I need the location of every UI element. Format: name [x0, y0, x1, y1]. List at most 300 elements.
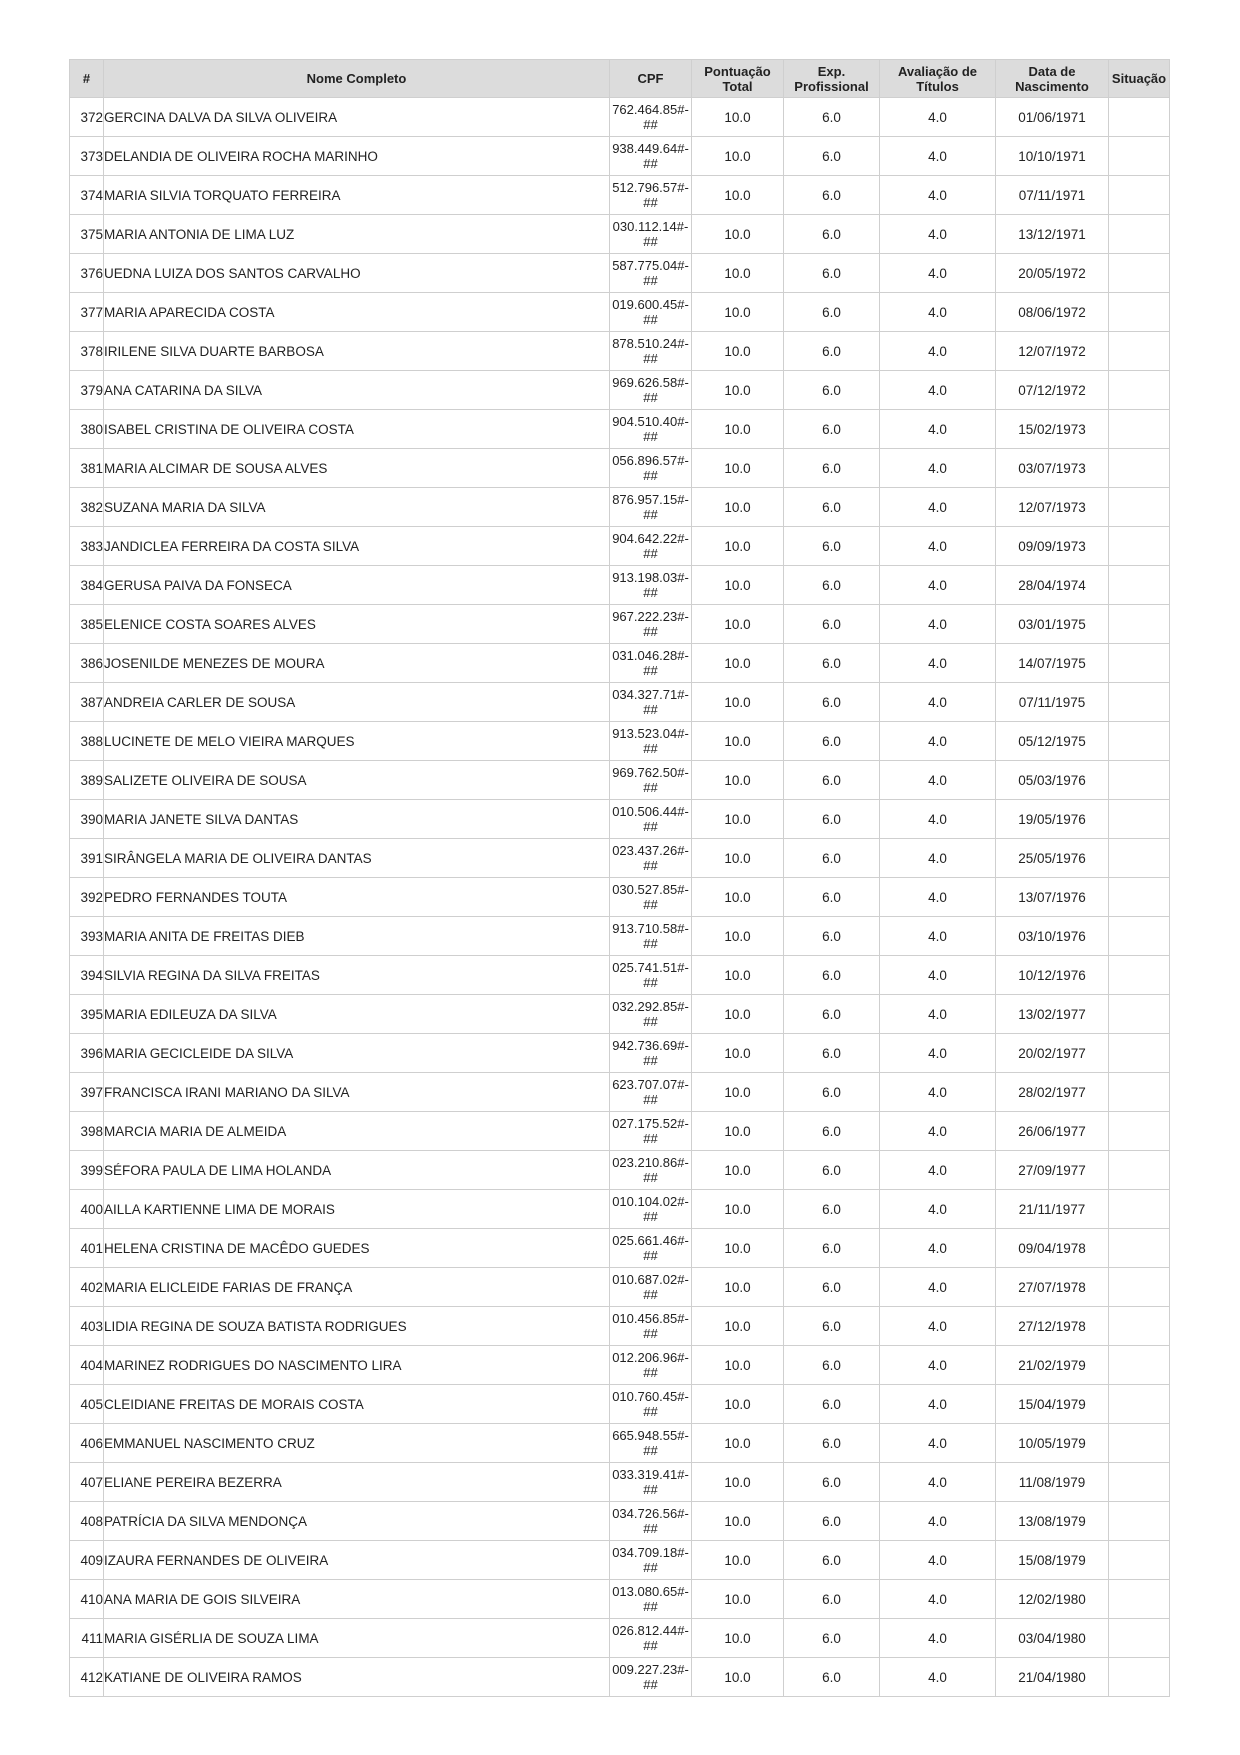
cell-total: 10.0: [692, 527, 784, 566]
cell-titulos: 4.0: [880, 1034, 996, 1073]
cell-name: SIRÂNGELA MARIA DE OLIVEIRA DANTAS: [104, 839, 610, 878]
cpf-value: 019.600.45#-##: [612, 297, 689, 327]
cell-nascimento: 07/12/1972: [996, 371, 1109, 410]
cell-total: 10.0: [692, 293, 784, 332]
cell-name: ANA CATARINA DA SILVA: [104, 371, 610, 410]
cell-exp: 6.0: [784, 1580, 880, 1619]
cell-titulos: 4.0: [880, 371, 996, 410]
header-nascimento: Data de Nascimento: [996, 60, 1109, 98]
cell-nascimento: 12/07/1972: [996, 332, 1109, 371]
table-row: [70, 98, 1170, 137]
table-row: [70, 215, 1170, 254]
cpf-value: 010.104.02#-##: [612, 1194, 689, 1224]
cell-total: 10.0: [692, 605, 784, 644]
cell-total: 10.0: [692, 1619, 784, 1658]
cell-cpf: [610, 1229, 692, 1268]
cell-name: ANA MARIA DE GOIS SILVEIRA: [104, 1580, 610, 1619]
cell-situacao: [1109, 566, 1170, 605]
cpf-value: 034.709.18#-##: [612, 1545, 689, 1575]
cell-exp: 6.0: [784, 1424, 880, 1463]
cell-name: SALIZETE OLIVEIRA DE SOUSA: [104, 761, 610, 800]
table-row: [70, 332, 1170, 371]
cell-name: MARCIA MARIA DE ALMEIDA: [104, 1112, 610, 1151]
cell-cpf: [610, 215, 692, 254]
cell-num: 406: [70, 1424, 104, 1463]
cell-name: MARIA GISÉRLIA DE SOUZA LIMA: [104, 1619, 610, 1658]
cell-name: KATIANE DE OLIVEIRA RAMOS: [104, 1658, 610, 1697]
cell-titulos: 4.0: [880, 1151, 996, 1190]
cell-nascimento: 13/12/1971: [996, 215, 1109, 254]
cpf-value: 913.710.58#-##: [612, 921, 689, 951]
cell-exp: 6.0: [784, 1151, 880, 1190]
cell-titulos: 4.0: [880, 566, 996, 605]
cell-nascimento: 09/09/1973: [996, 527, 1109, 566]
cell-num: 379: [70, 371, 104, 410]
cell-total: 10.0: [692, 371, 784, 410]
cell-titulos: 4.0: [880, 1502, 996, 1541]
table-row: [70, 527, 1170, 566]
cell-nascimento: 03/01/1975: [996, 605, 1109, 644]
cell-exp: 6.0: [784, 1190, 880, 1229]
cell-name: MARINEZ RODRIGUES DO NASCIMENTO LIRA: [104, 1346, 610, 1385]
cell-total: 10.0: [692, 1463, 784, 1502]
cell-exp: 6.0: [784, 917, 880, 956]
cell-cpf: [610, 1580, 692, 1619]
cell-exp: 6.0: [784, 1073, 880, 1112]
table-row: [70, 1658, 1170, 1697]
cell-situacao: [1109, 527, 1170, 566]
cell-name: PATRÍCIA DA SILVA MENDONÇA: [104, 1502, 610, 1541]
cell-exp: 6.0: [784, 995, 880, 1034]
cell-nascimento: 03/07/1973: [996, 449, 1109, 488]
cpf-value: 623.707.07#-##: [612, 1077, 689, 1107]
cell-titulos: 4.0: [880, 1619, 996, 1658]
cell-cpf: [610, 332, 692, 371]
cell-titulos: 4.0: [880, 176, 996, 215]
cell-num: 394: [70, 956, 104, 995]
cell-num: 385: [70, 605, 104, 644]
cell-nascimento: 12/02/1980: [996, 1580, 1109, 1619]
header-row: [70, 60, 1170, 98]
cpf-value: 010.456.85#-##: [612, 1311, 689, 1341]
cell-total: 10.0: [692, 722, 784, 761]
cell-num: 372: [70, 98, 104, 137]
header-titulos: Avaliação de Títulos: [880, 60, 996, 98]
table-row: [70, 1190, 1170, 1229]
cpf-value: 009.227.23#-##: [612, 1662, 689, 1692]
cell-cpf: [610, 1073, 692, 1112]
cell-nascimento: 21/11/1977: [996, 1190, 1109, 1229]
cell-exp: 6.0: [784, 332, 880, 371]
cell-nascimento: 10/12/1976: [996, 956, 1109, 995]
cell-cpf: [610, 293, 692, 332]
cell-nascimento: 10/10/1971: [996, 137, 1109, 176]
cell-exp: 6.0: [784, 410, 880, 449]
cpf-value: 010.760.45#-##: [612, 1389, 689, 1419]
cell-nascimento: 27/12/1978: [996, 1307, 1109, 1346]
cell-name: GERUSA PAIVA DA FONSECA: [104, 566, 610, 605]
cell-num: 401: [70, 1229, 104, 1268]
table-body: [70, 98, 1170, 1697]
cell-total: 10.0: [692, 1580, 784, 1619]
cell-situacao: [1109, 1268, 1170, 1307]
cell-titulos: 4.0: [880, 839, 996, 878]
cell-num: 374: [70, 176, 104, 215]
cell-situacao: [1109, 1073, 1170, 1112]
cpf-value: 034.327.71#-##: [612, 687, 689, 717]
cell-nascimento: 28/02/1977: [996, 1073, 1109, 1112]
cell-exp: 6.0: [784, 1385, 880, 1424]
cell-titulos: 4.0: [880, 644, 996, 683]
cell-cpf: [610, 410, 692, 449]
cell-name: ELENICE COSTA SOARES ALVES: [104, 605, 610, 644]
header-total: Pontuação Total: [692, 60, 784, 98]
table-row: [70, 176, 1170, 215]
cell-num: 383: [70, 527, 104, 566]
cell-name: LIDIA REGINA DE SOUZA BATISTA RODRIGUES: [104, 1307, 610, 1346]
cell-name: UEDNA LUIZA DOS SANTOS CARVALHO: [104, 254, 610, 293]
cell-titulos: 4.0: [880, 1112, 996, 1151]
table-row: [70, 449, 1170, 488]
cpf-value: 904.642.22#-##: [612, 531, 689, 561]
cpf-value: 026.812.44#-##: [612, 1623, 689, 1653]
cell-name: MARIA ANTONIA DE LIMA LUZ: [104, 215, 610, 254]
cpf-value: 010.506.44#-##: [612, 804, 689, 834]
cell-situacao: [1109, 293, 1170, 332]
cell-situacao: [1109, 1151, 1170, 1190]
cell-exp: 6.0: [784, 1112, 880, 1151]
cell-exp: 6.0: [784, 371, 880, 410]
cell-nascimento: 27/09/1977: [996, 1151, 1109, 1190]
cell-exp: 6.0: [784, 1034, 880, 1073]
cpf-value: 030.527.85#-##: [612, 882, 689, 912]
cell-cpf: [610, 1307, 692, 1346]
cell-total: 10.0: [692, 1346, 784, 1385]
cell-situacao: [1109, 722, 1170, 761]
cell-exp: 6.0: [784, 1463, 880, 1502]
cell-total: 10.0: [692, 683, 784, 722]
cell-total: 10.0: [692, 956, 784, 995]
cell-num: 408: [70, 1502, 104, 1541]
cell-situacao: [1109, 371, 1170, 410]
cell-exp: 6.0: [784, 1346, 880, 1385]
cell-num: 393: [70, 917, 104, 956]
cell-name: ELIANE PEREIRA BEZERRA: [104, 1463, 610, 1502]
cell-num: 384: [70, 566, 104, 605]
cell-cpf: [610, 1385, 692, 1424]
cpf-value: 876.957.15#-##: [612, 492, 689, 522]
cell-total: 10.0: [692, 1112, 784, 1151]
cell-num: 403: [70, 1307, 104, 1346]
table-row: [70, 1424, 1170, 1463]
cell-total: 10.0: [692, 332, 784, 371]
cell-exp: 6.0: [784, 839, 880, 878]
cell-titulos: 4.0: [880, 761, 996, 800]
cell-cpf: [610, 1502, 692, 1541]
cell-exp: 6.0: [784, 605, 880, 644]
cell-num: 410: [70, 1580, 104, 1619]
cell-situacao: [1109, 488, 1170, 527]
cell-cpf: [610, 176, 692, 215]
table-row: [70, 1502, 1170, 1541]
cell-cpf: [610, 254, 692, 293]
table-header: [70, 60, 1170, 98]
cell-situacao: [1109, 410, 1170, 449]
cell-titulos: 4.0: [880, 1541, 996, 1580]
cell-titulos: 4.0: [880, 956, 996, 995]
cell-name: IRILENE SILVA DUARTE BARBOSA: [104, 332, 610, 371]
cell-exp: 6.0: [784, 1502, 880, 1541]
cell-total: 10.0: [692, 137, 784, 176]
cell-situacao: [1109, 1346, 1170, 1385]
cell-name: ISABEL CRISTINA DE OLIVEIRA COSTA: [104, 410, 610, 449]
cell-num: 388: [70, 722, 104, 761]
cell-cpf: [610, 1346, 692, 1385]
cell-titulos: 4.0: [880, 527, 996, 566]
cell-num: 382: [70, 488, 104, 527]
cell-situacao: [1109, 1580, 1170, 1619]
cell-titulos: 4.0: [880, 878, 996, 917]
cell-titulos: 4.0: [880, 293, 996, 332]
cell-total: 10.0: [692, 1307, 784, 1346]
cell-name: AILLA KARTIENNE LIMA DE MORAIS: [104, 1190, 610, 1229]
cell-exp: 6.0: [784, 956, 880, 995]
cell-nascimento: 20/05/1972: [996, 254, 1109, 293]
cpf-value: 969.762.50#-##: [612, 765, 689, 795]
cell-num: 411: [70, 1619, 104, 1658]
cell-name: MARIA EDILEUZA DA SILVA: [104, 995, 610, 1034]
cell-name: MARIA ANITA DE FREITAS DIEB: [104, 917, 610, 956]
cell-name: LUCINETE DE MELO VIEIRA MARQUES: [104, 722, 610, 761]
table-row: [70, 722, 1170, 761]
cell-num: 400: [70, 1190, 104, 1229]
cell-nascimento: 03/04/1980: [996, 1619, 1109, 1658]
cell-num: 381: [70, 449, 104, 488]
cell-name: SILVIA REGINA DA SILVA FREITAS: [104, 956, 610, 995]
table-row: [70, 566, 1170, 605]
cpf-value: 587.775.04#-##: [612, 258, 689, 288]
cell-name: CLEIDIANE FREITAS DE MORAIS COSTA: [104, 1385, 610, 1424]
cell-name: SÉFORA PAULA DE LIMA HOLANDA: [104, 1151, 610, 1190]
cell-situacao: [1109, 878, 1170, 917]
cell-total: 10.0: [692, 215, 784, 254]
table-row: [70, 878, 1170, 917]
cell-name: IZAURA FERNANDES DE OLIVEIRA: [104, 1541, 610, 1580]
cell-titulos: 4.0: [880, 1424, 996, 1463]
cpf-value: 030.112.14#-##: [612, 219, 689, 249]
cell-name: SUZANA MARIA DA SILVA: [104, 488, 610, 527]
cell-exp: 6.0: [784, 1229, 880, 1268]
cell-total: 10.0: [692, 1034, 784, 1073]
cell-exp: 6.0: [784, 215, 880, 254]
cell-situacao: [1109, 1190, 1170, 1229]
cell-titulos: 4.0: [880, 1268, 996, 1307]
cell-titulos: 4.0: [880, 1346, 996, 1385]
table-row: [70, 293, 1170, 332]
header-exp: Exp. Profissional: [784, 60, 880, 98]
cell-nascimento: 26/06/1977: [996, 1112, 1109, 1151]
cell-name: JANDICLEA FERREIRA DA COSTA SILVA: [104, 527, 610, 566]
cell-nascimento: 09/04/1978: [996, 1229, 1109, 1268]
cell-total: 10.0: [692, 1268, 784, 1307]
cell-situacao: [1109, 1112, 1170, 1151]
cell-nascimento: 15/08/1979: [996, 1541, 1109, 1580]
cell-cpf: [610, 566, 692, 605]
cell-situacao: [1109, 1034, 1170, 1073]
cell-titulos: 4.0: [880, 1229, 996, 1268]
cell-nascimento: 14/07/1975: [996, 644, 1109, 683]
cell-situacao: [1109, 995, 1170, 1034]
cpf-value: 027.175.52#-##: [612, 1116, 689, 1146]
cell-titulos: 4.0: [880, 98, 996, 137]
cell-exp: 6.0: [784, 1658, 880, 1697]
cell-exp: 6.0: [784, 449, 880, 488]
cell-cpf: [610, 1112, 692, 1151]
cell-cpf: [610, 644, 692, 683]
cell-cpf: [610, 761, 692, 800]
cell-nascimento: 21/02/1979: [996, 1346, 1109, 1385]
cell-num: 389: [70, 761, 104, 800]
cell-situacao: [1109, 644, 1170, 683]
cell-cpf: [610, 683, 692, 722]
cell-total: 10.0: [692, 917, 784, 956]
cell-total: 10.0: [692, 410, 784, 449]
cell-situacao: [1109, 332, 1170, 371]
table-row: [70, 1268, 1170, 1307]
table-row: [70, 839, 1170, 878]
cell-name: HELENA CRISTINA DE MACÊDO GUEDES: [104, 1229, 610, 1268]
cpf-value: 942.736.69#-##: [612, 1038, 689, 1068]
table-row: [70, 917, 1170, 956]
cell-exp: 6.0: [784, 683, 880, 722]
table-row: [70, 644, 1170, 683]
cell-titulos: 4.0: [880, 1073, 996, 1112]
cell-name: MARIA APARECIDA COSTA: [104, 293, 610, 332]
cell-nascimento: 12/07/1973: [996, 488, 1109, 527]
header-situacao: Situação: [1109, 60, 1170, 98]
table-row: [70, 1307, 1170, 1346]
cell-situacao: [1109, 956, 1170, 995]
cell-name: EMMANUEL NASCIMENTO CRUZ: [104, 1424, 610, 1463]
cell-exp: 6.0: [784, 644, 880, 683]
table-row: [70, 488, 1170, 527]
cell-total: 10.0: [692, 1151, 784, 1190]
cpf-value: 025.661.46#-##: [612, 1233, 689, 1263]
cell-cpf: [610, 488, 692, 527]
cell-num: 377: [70, 293, 104, 332]
cell-nascimento: 13/08/1979: [996, 1502, 1109, 1541]
cell-num: 380: [70, 410, 104, 449]
cell-situacao: [1109, 800, 1170, 839]
cell-cpf: [610, 98, 692, 137]
header-cpf: CPF: [610, 60, 692, 98]
cell-titulos: 4.0: [880, 488, 996, 527]
cell-nascimento: 01/06/1971: [996, 98, 1109, 137]
cell-total: 10.0: [692, 761, 784, 800]
cell-cpf: [610, 1658, 692, 1697]
cell-titulos: 4.0: [880, 1580, 996, 1619]
cell-exp: 6.0: [784, 1541, 880, 1580]
cell-situacao: [1109, 917, 1170, 956]
table-row: [70, 800, 1170, 839]
table-row: [70, 956, 1170, 995]
cell-exp: 6.0: [784, 527, 880, 566]
cell-total: 10.0: [692, 488, 784, 527]
cell-name: MARIA ALCIMAR DE SOUSA ALVES: [104, 449, 610, 488]
cell-situacao: [1109, 254, 1170, 293]
cell-cpf: [610, 1034, 692, 1073]
cell-titulos: 4.0: [880, 995, 996, 1034]
cell-titulos: 4.0: [880, 332, 996, 371]
cell-situacao: [1109, 1619, 1170, 1658]
cpf-value: 012.206.96#-##: [612, 1350, 689, 1380]
table-row: [70, 1541, 1170, 1580]
cell-titulos: 4.0: [880, 215, 996, 254]
cell-cpf: [610, 722, 692, 761]
cell-situacao: [1109, 1229, 1170, 1268]
cell-total: 10.0: [692, 1424, 784, 1463]
cell-cpf: [610, 917, 692, 956]
cell-num: 412: [70, 1658, 104, 1697]
header-name: Nome Completo: [104, 60, 610, 98]
cell-num: 407: [70, 1463, 104, 1502]
cell-cpf: [610, 1424, 692, 1463]
cell-num: 398: [70, 1112, 104, 1151]
cell-situacao: [1109, 1385, 1170, 1424]
cell-exp: 6.0: [784, 293, 880, 332]
cell-total: 10.0: [692, 878, 784, 917]
cpf-value: 013.080.65#-##: [612, 1584, 689, 1614]
cell-name: PEDRO FERNANDES TOUTA: [104, 878, 610, 917]
cell-titulos: 4.0: [880, 1463, 996, 1502]
cell-cpf: [610, 371, 692, 410]
cell-nascimento: 25/05/1976: [996, 839, 1109, 878]
cell-situacao: [1109, 176, 1170, 215]
cell-nascimento: 13/07/1976: [996, 878, 1109, 917]
cell-situacao: [1109, 1541, 1170, 1580]
cell-nascimento: 03/10/1976: [996, 917, 1109, 956]
cell-nascimento: 19/05/1976: [996, 800, 1109, 839]
table-row: [70, 1073, 1170, 1112]
cell-num: 390: [70, 800, 104, 839]
cpf-value: 032.292.85#-##: [612, 999, 689, 1029]
cell-situacao: [1109, 1307, 1170, 1346]
cell-name: MARIA SILVIA TORQUATO FERREIRA: [104, 176, 610, 215]
cell-cpf: [610, 995, 692, 1034]
cell-total: 10.0: [692, 566, 784, 605]
cell-num: 373: [70, 137, 104, 176]
cell-total: 10.0: [692, 254, 784, 293]
cell-titulos: 4.0: [880, 683, 996, 722]
cell-name: MARIA ELICLEIDE FARIAS DE FRANÇA: [104, 1268, 610, 1307]
cpf-value: 665.948.55#-##: [612, 1428, 689, 1458]
table-row: [70, 371, 1170, 410]
cell-situacao: [1109, 449, 1170, 488]
table-row: [70, 1112, 1170, 1151]
cell-titulos: 4.0: [880, 800, 996, 839]
cell-exp: 6.0: [784, 137, 880, 176]
table-row: [70, 137, 1170, 176]
cell-num: 405: [70, 1385, 104, 1424]
cpf-value: 033.319.41#-##: [612, 1467, 689, 1497]
cell-name: MARIA GECICLEIDE DA SILVA: [104, 1034, 610, 1073]
cell-nascimento: 15/04/1979: [996, 1385, 1109, 1424]
cell-nascimento: 05/03/1976: [996, 761, 1109, 800]
table-row: [70, 1229, 1170, 1268]
cell-total: 10.0: [692, 1541, 784, 1580]
table-row: [70, 1151, 1170, 1190]
cell-num: 399: [70, 1151, 104, 1190]
